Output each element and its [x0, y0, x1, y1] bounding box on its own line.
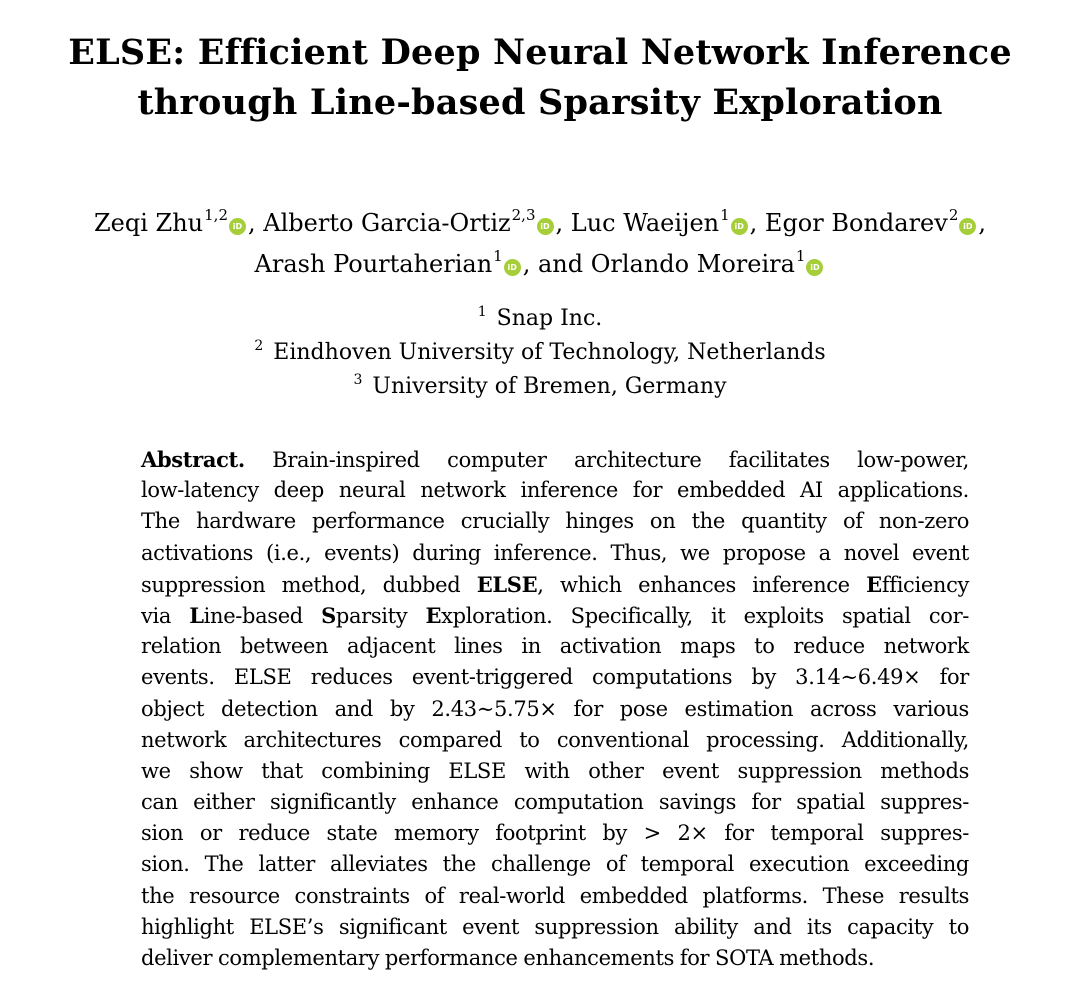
- author-name: Luc Waeijen: [570, 209, 720, 237]
- affiliation-item: [0, 337, 1080, 371]
- author-list: [0, 204, 1080, 286]
- author-separator: , and: [522, 250, 591, 278]
- abstract-line: relation between adjacent lines in activation maps to reduce network: [141, 634, 969, 659]
- orcid-icon[interactable]: iD: [537, 218, 554, 235]
- abstract-line: Abstract. Brain-inspired computer architecture facilitates low-power,: [141, 447, 970, 472]
- abstract-line: network architectures compared to conventional processing. Additionally,: [141, 727, 969, 752]
- author-separator: ,: [555, 209, 571, 237]
- author-separator: ,: [978, 209, 986, 237]
- affiliation-number: 2: [254, 338, 264, 354]
- orcid-icon[interactable]: iD: [229, 218, 246, 235]
- abstract-line: events. ELSE reduces event-triggered computations by 3.14∼6.49× for: [141, 665, 969, 690]
- author-separator: ,: [749, 209, 765, 237]
- orcid-icon[interactable]: iD: [959, 218, 976, 235]
- author-name: Alberto Garcia-Ortiz: [263, 209, 511, 237]
- affiliation-item: [0, 303, 1080, 337]
- affiliation-text: University of Bremen, Germany: [372, 374, 727, 399]
- orcid-icon[interactable]: iD: [806, 259, 823, 276]
- abstract-line: sion or reduce state memory footprint by > 2× for temporal suppres-: [141, 821, 969, 846]
- title-line-2: through Line-based Sparsity Exploration: [137, 82, 943, 123]
- author-name: Zeqi Zhu: [94, 209, 204, 237]
- author-line-2: [0, 245, 1080, 286]
- affiliation-text: Snap Inc.: [496, 306, 603, 331]
- author-affil-mark: 1: [720, 206, 730, 224]
- orcid-icon[interactable]: iD: [504, 259, 521, 276]
- author-affil-mark: 2,3: [511, 206, 536, 224]
- abstract-line: suppression method, dubbed ELSE, which enhances inference Efficiency: [141, 571, 970, 597]
- abstract-line: The hardware performance crucially hinges on the quantity of non-zero: [141, 509, 969, 534]
- abstract-line: low-latency deep neural network inference for embedded AI applications.: [141, 478, 969, 503]
- abstract-line: highlight ELSE’s significant event suppression ability and its capacity to: [141, 914, 969, 939]
- abstract-line: via Line-based Sparsity Exploration. Specifically, it exploits spatial cor-: [141, 602, 970, 628]
- author-name: Egor Bondarev: [764, 209, 948, 237]
- abstract-line: we show that combining ELSE with other event suppression methods: [141, 758, 969, 783]
- abstract-line: the resource constraints of real-world embedded platforms. These results: [141, 883, 969, 908]
- abstract-line: deliver complementary performance enhancements for SOTA methods.: [141, 946, 875, 970]
- orcid-icon[interactable]: iD: [731, 218, 748, 235]
- method-name: ELSE: [476, 571, 538, 597]
- affiliation-text: Eindhoven University of Technology, Netherlands: [273, 340, 826, 365]
- abstract-line: object detection and by 2.43∼5.75× for pose estimation across various: [141, 696, 969, 721]
- author-line-1: [0, 204, 1080, 245]
- paper-title: [0, 28, 1080, 128]
- author-affil-mark: 2: [948, 206, 959, 224]
- abstract-line: sion. The latter alleviates the challenge of temporal execution exceeding: [141, 852, 969, 877]
- author-name: Arash Pourtaherian: [254, 250, 493, 278]
- author-separator: ,: [248, 209, 264, 237]
- abstract-line: activations (i.e., events) during inference. Thus, we propose a novel event: [141, 540, 969, 565]
- affiliation-number: 3: [353, 372, 363, 388]
- author-affil-mark: 1: [493, 247, 503, 265]
- author-affil-mark: 1,2: [204, 206, 228, 224]
- title-line-1: ELSE: Efficient Deep Neural Network Inference: [68, 32, 1012, 73]
- abstract: [141, 444, 969, 974]
- affiliation-item: [0, 371, 1080, 405]
- author-name: Orlando Moreira: [590, 250, 795, 278]
- affiliation-number: 1: [477, 304, 487, 320]
- abstract-line: can either significantly enhance computation savings for spatial suppres-: [141, 790, 969, 815]
- author-affil-mark: 1: [795, 247, 806, 265]
- affiliation-list: [0, 303, 1080, 405]
- abstract-label: Abstract.: [141, 447, 245, 472]
